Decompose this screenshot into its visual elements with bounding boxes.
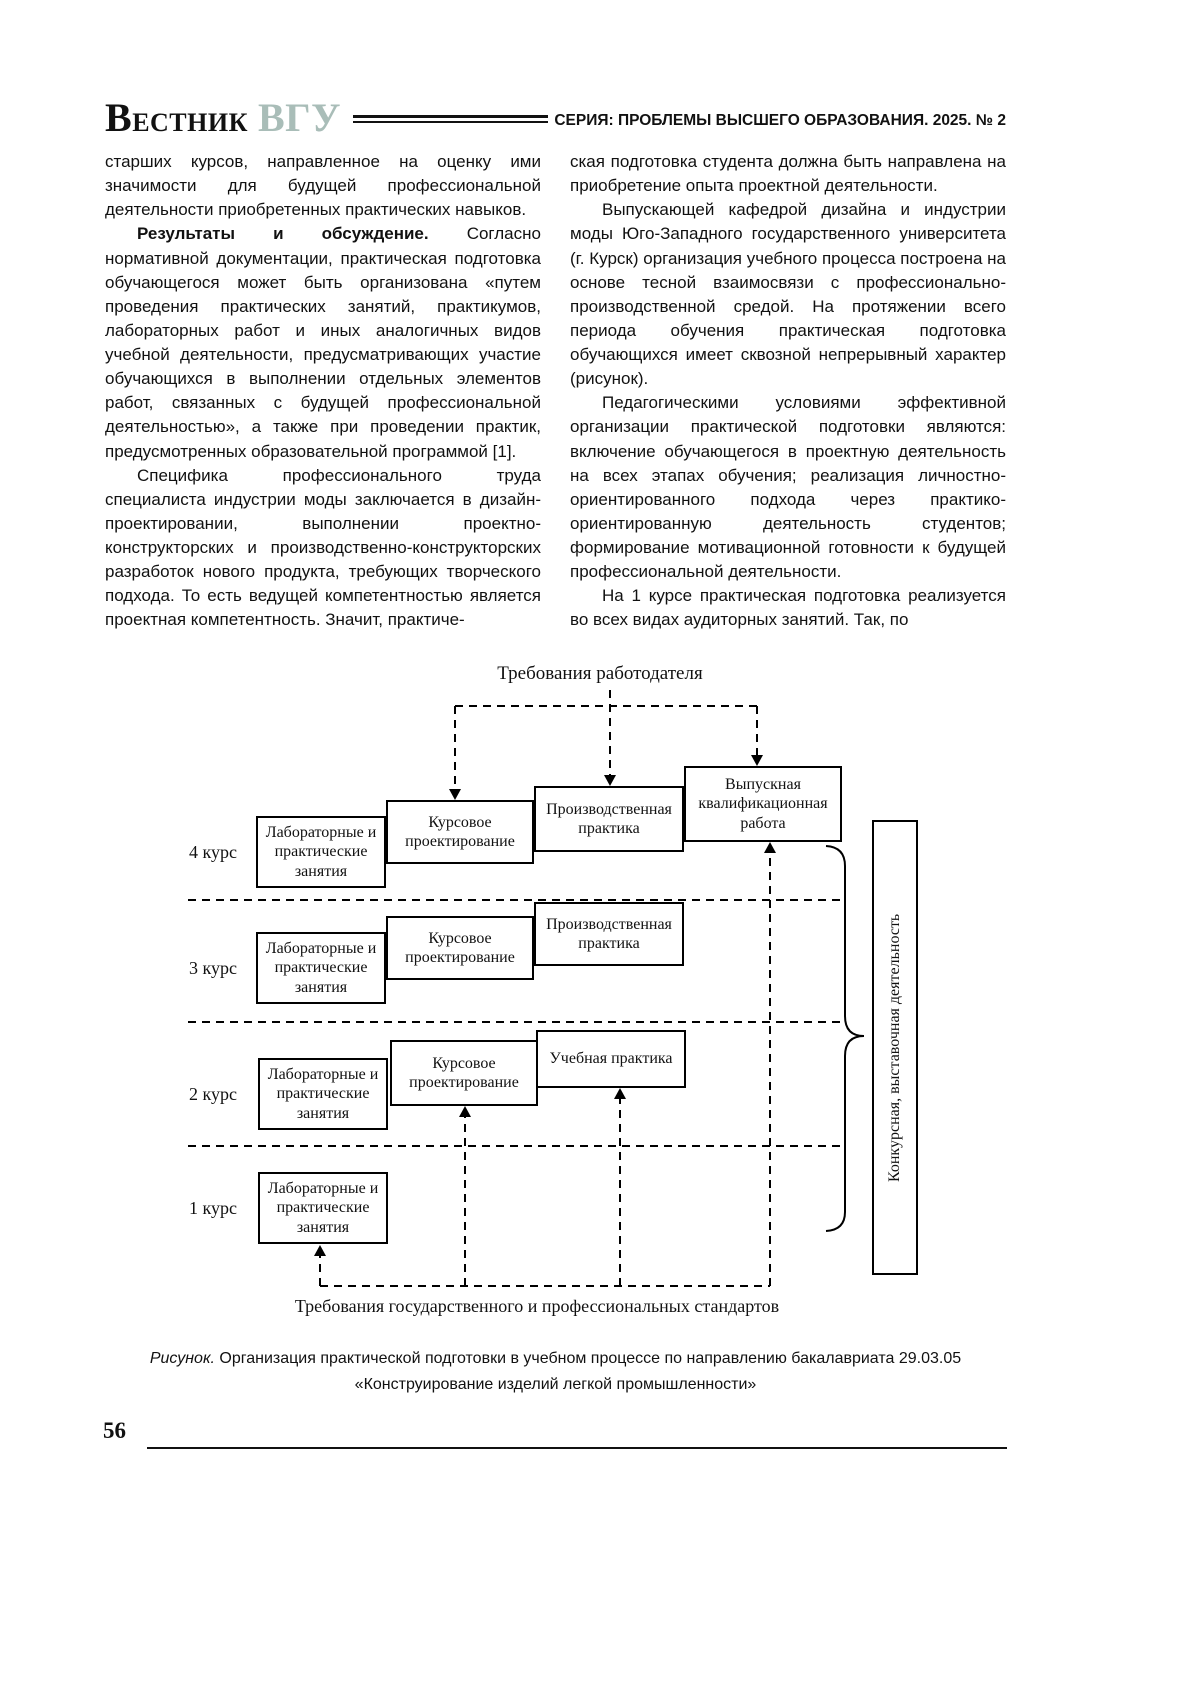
arrow-up-icon: [764, 842, 776, 853]
article-body: [105, 150, 1006, 633]
paragraph-text: На 1 курсе практическая подготовка реализуется во всех видах аудиторных занятий. Так, по: [570, 586, 1006, 630]
header-double-rule: [353, 115, 548, 123]
paragraph-text: Выпускающей кафедрой дизайна и индустрии моды Юго-Западного государственного университета (г. Курск) организация учебного процесса построена на основе тесной взаимосвязи с профессионально-производственной средой. На протяжении всего периода обучения практическая подготовка обучающихся имеет сквозной непрерывный характер (рисунок).: [570, 200, 1006, 389]
paragraph: [570, 391, 1006, 584]
journal-logo: [105, 94, 341, 141]
paragraph: [105, 222, 541, 463]
series-title: СЕРИЯ: ПРОБЛЕМЫ ВЫСШЕГО ОБРАЗОВАНИЯ. 2025. № 2: [554, 112, 1006, 129]
page-number: 56: [103, 1418, 126, 1443]
figure-top-label: Требования работодателя: [497, 663, 703, 684]
paragraph: [570, 198, 1006, 391]
arrow-up-icon: [459, 1106, 471, 1117]
course-label-3: 3 курс: [189, 958, 237, 978]
box-thesis: Выпускная квалификационная работа: [684, 766, 842, 842]
course-label-2: 2 курс: [189, 1084, 237, 1104]
arrow-up-icon: [614, 1088, 626, 1099]
caption-text: Организация практической подготовки в учебном процессе по направлению бакалавриата 29.03.05: [219, 1350, 962, 1367]
box-lab-course1: Лабораторные и практические занятия: [258, 1172, 388, 1244]
paragraph-text: Согласно нормативной документации, практическая подготовка обучающегося может быть организована «путем проведения практических занятий, практикумов, лабораторных работ и иных аналогичных видов учебной деятельности, предусматривающих участие обучающихся в выполнении отдельных элементов работ, связанных с будущей профессиональной деятельностью», а также при проведении практик, предусмотренных образовательной программой [1].: [105, 224, 541, 461]
paragraph: [570, 584, 1006, 632]
caption-line1: [105, 1346, 1006, 1372]
course-label-4: 4 курс: [189, 842, 237, 862]
box-study-practice-course2: Учебная практика: [536, 1030, 686, 1088]
footer-rule: [147, 1447, 1007, 1449]
arrow-down-icon: [751, 755, 763, 766]
curly-brace: [826, 846, 864, 1231]
logo-rest: ЕСТНИК: [132, 108, 248, 137]
box-production-practice-course3: Производственная практика: [534, 902, 684, 966]
figure-caption: [105, 1346, 1006, 1397]
box-coursework-course2: Курсовое проектирование: [390, 1040, 538, 1106]
paragraph-text: Специфика профессионального труда специалиста индустрии моды заключается в дизайн-проектировании, выполнении проектно-конструкторских и производственно-конструкторских разработок нового продукта, требующих творческого подхода. То есть ведущей компетентностью является проектная компетентность. Значит, практиче-: [105, 465, 541, 630]
box-lab-course2: Лабораторные и практические занятия: [258, 1058, 388, 1130]
figure-bottom-label: Требования государственного и профессиональных стандартов: [294, 1296, 780, 1316]
box-lab-course3: Лабораторные и практические занятия: [256, 932, 386, 1004]
arrow-down-icon: [449, 789, 461, 800]
paragraph: [570, 150, 1006, 198]
paragraph: [105, 464, 541, 633]
left-column: [105, 150, 541, 633]
box-competition-exhibition-activity: Конкурсная, выставочная деятельность: [872, 820, 918, 1275]
page-header: [105, 94, 1006, 141]
box-coursework-course4: Курсовое проектирование: [386, 800, 534, 864]
paragraph-lead: Результаты и обсуждение.: [137, 224, 429, 244]
caption-label: Рисунок.: [149, 1350, 215, 1367]
box-coursework-course3: Курсовое проектирование: [386, 916, 534, 980]
arrow-up-icon: [314, 1245, 326, 1256]
paragraph-text: Педагогическими условиями эффективной организации практической подготовки являются: включение обучающегося в проектную деятельность на всех этапах обучения; реализация личностно-ориентированного подхода через практико-ориентированную деятельность студентов; формирование мотивационной готовности к будущей профессиональной деятельности.: [570, 393, 1006, 582]
figure-diagram: [0, 655, 1200, 1355]
box-lab-course4: Лабораторные и практические занятия: [256, 816, 386, 888]
right-column: [570, 150, 1006, 633]
course-label-1: 1 курс: [189, 1198, 237, 1218]
logo-accent: ВГУ: [257, 95, 341, 140]
box-production-practice-course4: Производственная практика: [534, 786, 684, 852]
paragraph-text: ская подготовка студента должна быть направлена на приобретение опыта проектной деятельности.: [570, 152, 1006, 196]
logo-initial: В: [105, 95, 133, 140]
caption-line2: «Конструирование изделий легкой промышленности»: [354, 1375, 757, 1393]
paragraph: [105, 150, 541, 222]
diagram-lines: [0, 655, 1200, 1355]
paragraph-text: старших курсов, направленное на оценку ими значимости для будущей профессиональной деятельности приобретенных практических навыков.: [105, 152, 541, 220]
arrow-down-icon: [604, 775, 616, 786]
